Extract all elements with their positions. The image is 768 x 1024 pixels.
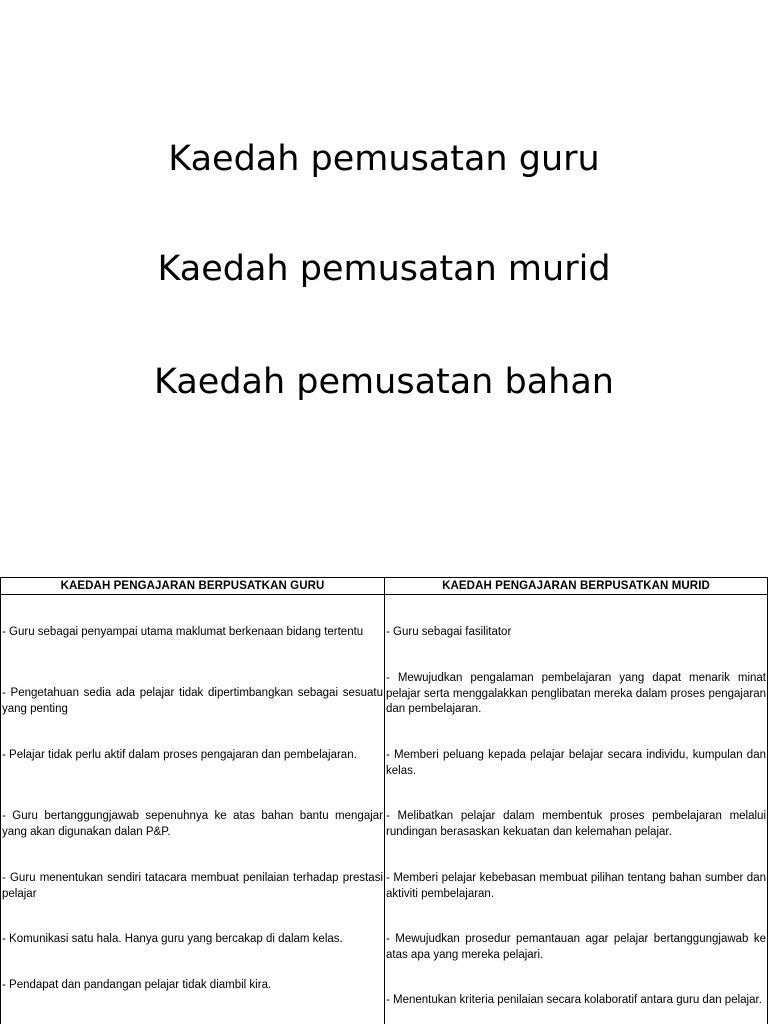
slide-line-guru: Kaedah pemusatan guru: [168, 139, 600, 179]
slide-line-bahan: Kaedah pemusatan bahan: [154, 362, 614, 402]
murid-item-1: - Guru sebagai fasilitator: [386, 626, 512, 638]
column-guru: [0, 577, 384, 1024]
guru-item-7: - Pendapat dan pandangan pelajar tidak diambil kira.: [2, 979, 272, 991]
murid-item-3: - Memberi peluang kepada pelajar belajar secara individu, kumpulan dan kelas.: [386, 749, 766, 777]
guru-item-3: - Pelajar tidak perlu aktif dalam proses pengajaran dan pembelajaran.: [2, 749, 357, 761]
slide-line-murid: Kaedah pemusatan murid: [157, 249, 611, 289]
column-murid: [384, 577, 768, 1024]
murid-item-5: - Memberi pelajar kebebasan membuat pilihan tentang bahan sumber dan aktiviti pembelajaran.: [386, 872, 766, 900]
guru-item-6: - Komunikasi satu hala. Hanya guru yang bercakap di dalam kelas.: [2, 933, 343, 945]
murid-item-6: - Mewujudkan prosedur pemantauan agar pelajar bertanggungjawab ke atas apa yang mereka pelajari.: [386, 933, 766, 961]
column-header-guru: KAEDAH PENGAJARAN BERPUSATKAN GURU: [1, 578, 384, 595]
murid-item-7: - Menentukan kriteria penilaian secara kolaboratif antara guru dan pelajar.: [386, 994, 762, 1006]
murid-item-4: - Melibatkan pelajar dalam membentuk proses pembelajaran melalui rundingan berasaskan kekuatan dan kelemahan pelajar.: [386, 810, 766, 838]
guru-item-5: - Guru menentukan sendiri tatacara membuat penilaian terhadap prestasi pelajar: [2, 872, 383, 900]
guru-item-2: - Pengetahuan sedia ada pelajar tidak dipertimbangkan sebagai sesuatu yang penting: [2, 687, 383, 715]
column-header-murid: KAEDAH PENGAJARAN BERPUSATKAN MURID: [385, 578, 767, 595]
guru-item-1: - Guru sebagai penyampai utama maklumat berkenaan bidang tertentu: [2, 626, 364, 638]
guru-item-4: - Guru bertanggungjawab sepenuhnya ke atas bahan bantu mengajar yang akan digunakan dalan P&P.: [2, 810, 383, 838]
murid-item-2: - Mewujudkan pengalaman pembelajaran yang dapat menarik minat pelajar serta menggalakkan penglibatan mereka dalam proses pengajaran dan pembelajaran.: [386, 672, 766, 715]
comparison-table: [0, 577, 768, 1024]
